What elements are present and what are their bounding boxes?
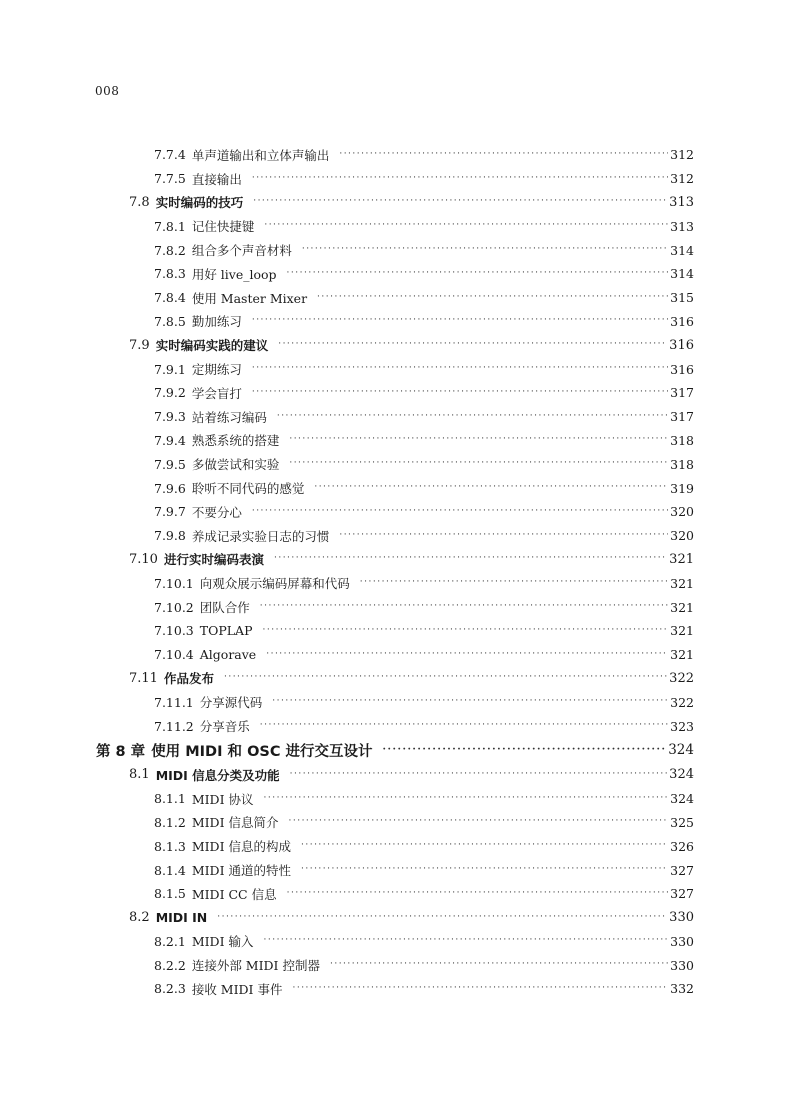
toc-subsection-entry [0,571,790,595]
dot-leader [253,196,667,206]
toc-subsection-entry [0,787,790,811]
entry-number: 7.9.7 [154,504,186,520]
dot-leader [383,744,667,755]
entry-page-number: 332 [670,981,694,997]
entry-number: 7.7.4 [154,147,186,163]
entry-title: 连接外部 MIDI 控制器 [191,958,320,974]
toc-section-entry [0,763,790,787]
entry-title: 实时编码的技巧 [155,195,244,211]
entry-number: 7.10 [129,551,158,567]
dot-leader [339,530,668,540]
entry-number: 7.9.3 [154,409,186,425]
entry-page-number: 324 [669,767,694,783]
dot-leader [292,983,668,993]
entry-title: 作品发布 [163,671,214,687]
entry-page-number: 330 [670,933,694,949]
entry-number: 7.8.5 [154,313,186,329]
toc-subsection-entry [0,262,790,286]
entry-page-number: 324 [670,791,694,807]
entry-title: 分享音乐 [199,719,250,735]
dot-leader [260,601,668,611]
toc-subsection-entry [0,214,790,238]
entry-page-number: 330 [669,910,694,926]
entry-title: MIDI 协议 [191,791,254,807]
entry-page-number: 314 [670,266,694,282]
entry-title: 不要分心 [191,504,242,520]
toc-chapter-entry [0,738,790,763]
entry-title: MIDI 通道的特性 [191,863,291,878]
dot-leader [301,864,668,874]
dot-leader [217,912,667,922]
entry-title: 记住快捷键 [191,219,255,235]
entry-title: 组合多个声音材料 [191,243,292,259]
entry-title: 单声道输出和立体声输出 [191,147,330,163]
toc-subsection-entry [0,524,790,548]
dot-leader [272,696,668,706]
dot-leader [287,268,669,278]
dot-leader [287,888,669,898]
entry-number: 7.9.5 [154,456,186,472]
entry-title: 使用 Master Mixer [191,290,308,306]
toc-subsection-entry [0,882,790,906]
dot-leader [317,292,668,302]
entry-page-number: 312 [670,171,694,187]
entry-page-number: 326 [670,838,694,854]
entry-page-number: 313 [670,218,694,234]
entry-title: 分享源代码 [199,695,263,711]
entry-number: 7.11.1 [154,694,194,710]
toc-subsection-entry [0,930,790,954]
entry-page-number: 321 [670,599,694,615]
dot-leader [289,458,668,468]
entry-title: 聆听不同代码的感觉 [191,481,305,497]
entry-title: 向观众展示编码屏幕和代码 [199,576,350,592]
toc-section-entry [0,548,790,572]
dot-leader [360,577,668,587]
toc-subsection-entry [0,143,790,167]
entry-number: 7.10.1 [154,575,194,591]
entry-page-number: 318 [670,432,694,448]
toc-section-entry [0,906,790,930]
dot-leader [252,173,668,183]
entry-page-number: 317 [670,409,694,425]
dot-leader [263,625,669,635]
dot-leader [263,935,668,945]
dot-leader [314,482,668,492]
entry-title: 使用 MIDI 和 OSC 进行交互设计 [151,743,373,760]
entry-title: 用好 live_loop [191,266,277,282]
entry-number: 8.2.2 [154,957,186,973]
entry-title: 养成记录实验日志的习惯 [191,528,330,544]
entry-number: 8.2 [129,910,150,926]
entry-title: TOPLAP [199,623,253,639]
dot-leader [252,363,668,373]
entry-title: 进行实时编码表演 [163,552,264,568]
toc-section-entry [0,191,790,215]
entry-number: 7.8 [129,194,150,210]
entry-number: 第 8 章 [96,743,146,760]
dot-leader [288,816,668,826]
toc-section-entry [0,333,790,357]
entry-page-number: 321 [670,575,694,591]
toc-section-entry [0,667,790,691]
entry-number: 7.8.1 [154,218,186,234]
entry-number: 8.1.4 [154,862,186,878]
entry-page-number: 312 [670,147,694,163]
entry-title: MIDI 信息分类及功能 [155,767,280,783]
entry-number: 8.1.5 [154,886,186,902]
entry-number: 8.1.3 [154,838,186,854]
entry-page-number: 325 [670,814,694,830]
dot-leader [252,315,668,325]
entry-page-number: 322 [669,670,694,686]
entry-page-number: 320 [670,504,694,520]
toc-subsection-entry [0,286,790,310]
toc-subsection-entry [0,167,790,191]
dot-leader [277,411,668,421]
entry-page-number: 319 [670,480,694,496]
dot-leader [252,387,668,397]
entry-title: 团队合作 [199,600,250,616]
toc-subsection-entry [0,238,790,262]
toc-subsection-entry [0,500,790,524]
entry-page-number: 323 [670,718,694,734]
toc-subsection-entry [0,834,790,858]
page-number: 008 [95,84,120,98]
toc-subsection-entry [0,452,790,476]
dot-leader [263,793,668,803]
toc-subsection-entry [0,595,790,619]
table-of-contents [0,143,790,1001]
entry-title: 勤加练习 [191,314,242,330]
entry-number: 7.9.6 [154,480,186,496]
toc-subsection-entry [0,858,790,882]
entry-title: 接收 MIDI 事件 [191,981,283,997]
dot-leader [290,769,668,779]
dot-leader [224,672,667,682]
toc-subsection-entry [0,310,790,334]
entry-page-number: 315 [670,290,694,306]
toc-subsection-entry [0,405,790,429]
toc-subsection-entry [0,381,790,405]
dot-leader [302,244,668,254]
toc-subsection-entry [0,714,790,738]
entry-number: 7.9.1 [154,361,186,377]
dot-leader [339,149,668,159]
dot-leader [260,720,668,730]
entry-page-number: 327 [670,886,694,902]
entry-page-number: 327 [670,862,694,878]
entry-page-number: 314 [670,242,694,258]
toc-subsection-entry [0,619,790,643]
entry-number: 7.9.8 [154,528,186,544]
toc-subsection-entry [0,690,790,714]
entry-title: MIDI 信息简介 [191,815,279,831]
dot-leader [266,649,668,659]
entry-page-number: 313 [669,194,694,210]
entry-page-number: 321 [670,623,694,639]
entry-number: 7.7.5 [154,171,186,187]
entry-page-number: 330 [670,957,694,973]
entry-number: 8.1 [129,767,150,783]
entry-page-number: 322 [670,694,694,710]
entry-number: 7.8.2 [154,242,186,258]
entry-page-number: 320 [670,528,694,544]
entry-title: Algorave [199,647,257,663]
toc-subsection-entry [0,977,790,1001]
entry-page-number: 316 [669,337,694,353]
dot-leader [289,434,668,444]
entry-page-number: 316 [670,361,694,377]
toc-subsection-entry [0,429,790,453]
entry-title: 直接输出 [191,171,242,187]
entry-number: 7.10.2 [154,599,194,615]
toc-subsection-entry [0,476,790,500]
dot-leader [301,840,668,850]
entry-number: 7.10.3 [154,623,194,639]
entry-title: 熟悉系统的搭建 [191,433,280,449]
entry-number: 8.1.2 [154,814,186,830]
entry-page-number: 321 [669,551,694,567]
entry-title: 多做尝试和实验 [191,457,280,473]
entry-title: MIDI 输入 [191,934,254,950]
entry-number: 7.9 [129,337,150,353]
entry-page-number: 317 [670,385,694,401]
entry-number: 7.9.4 [154,432,186,448]
toc-subsection-entry [0,357,790,381]
entry-title: 定期练习 [191,362,242,378]
toc-subsection-entry [0,643,790,667]
entry-number: 7.11.2 [154,718,194,734]
entry-title: 学会盲打 [191,385,242,401]
entry-number: 7.8.3 [154,266,186,282]
entry-number: 7.11 [129,670,158,686]
entry-number: 7.10.4 [154,647,194,663]
dot-leader [330,959,668,969]
entry-number: 8.2.3 [154,981,186,997]
entry-title: MIDI 信息的构成 [191,839,291,855]
entry-page-number: 324 [668,742,694,759]
dot-leader [252,506,668,516]
entry-title: 实时编码实践的建议 [155,338,269,354]
entry-number: 7.9.2 [154,385,186,401]
dot-leader [264,220,668,230]
entry-page-number: 318 [670,456,694,472]
entry-title: 站着练习编码 [191,409,267,425]
entry-page-number: 321 [670,647,694,663]
entry-page-number: 316 [670,313,694,329]
dot-leader [274,553,667,563]
toc-subsection-entry [0,953,790,977]
entry-title: MIDI IN [155,910,208,926]
entry-number: 7.8.4 [154,290,186,306]
dot-leader [278,339,667,349]
entry-title: MIDI CC 信息 [191,886,277,902]
entry-number: 8.1.1 [154,791,186,807]
toc-subsection-entry [0,811,790,835]
entry-number: 8.2.1 [154,933,186,949]
